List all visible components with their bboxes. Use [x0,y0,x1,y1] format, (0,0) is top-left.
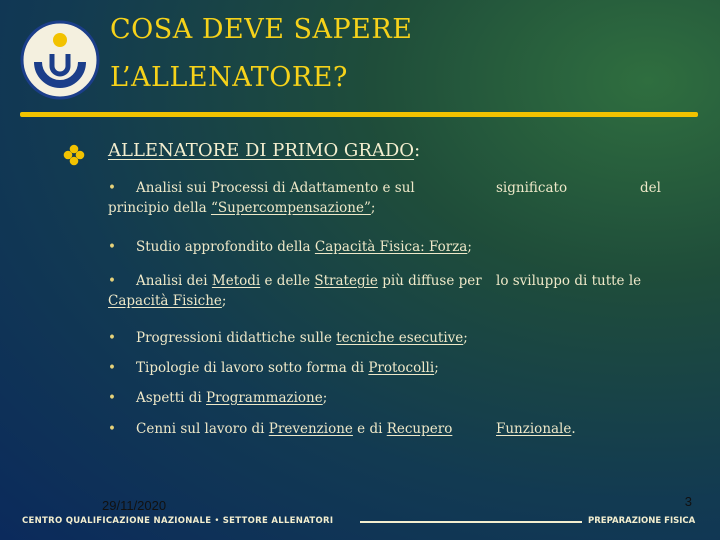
item-text: del [640,180,661,196]
title-line-2: L’ALLENATORE? [110,62,348,93]
item-text: ; [322,390,328,406]
metodi-link[interactable]: Metodi [211,273,261,289]
item-text: lo sviluppo di tutte le [496,273,642,289]
footer-org: CENTRO QUALIFICAZIONE NAZIONALE [22,516,212,526]
bullet-dot: • [108,390,116,406]
strategie-link[interactable]: Strategie [314,273,378,289]
slide-title [110,6,670,102]
funzionale-link[interactable]: Funzionale [496,421,572,437]
list-item [108,178,678,218]
heading-label: ALLENATORE DI PRIMO GRADO [108,140,415,161]
title-divider [20,112,698,117]
footer-right: PREPARAZIONE FISICA [588,516,696,526]
item-text: più diffuse per [377,273,482,289]
list-item [108,419,678,439]
item-text: ; [221,293,227,309]
section-heading [108,140,420,161]
bullet-dot: • [108,239,116,255]
protocolli-link[interactable]: Protocolli [368,360,435,376]
bullet-dot: • [108,180,116,196]
capacita-fisiche-link[interactable]: Capacità Fisiche [108,293,222,309]
bullet-dot: • [108,330,116,346]
page-number: 3 [684,494,692,509]
item-text: Analisi dei [136,273,212,289]
list-item [108,388,678,408]
item-text: Analisi sui Processi di Adattamento e sul [136,180,415,196]
list-item [108,328,678,348]
item-text: Cenni sul lavoro di [136,421,269,437]
item-text: ; [370,200,376,216]
list-item [108,237,678,257]
prevenzione-link[interactable]: Prevenzione [268,421,353,437]
heading-colon: : [414,140,421,161]
bullet-dot: • [108,360,116,376]
list-item [108,358,678,378]
item-text: e delle [260,273,315,289]
fipav-logo [12,14,104,106]
item-text: principio della [108,200,211,216]
bullet-dot: • [108,421,116,437]
item-text: Progressioni didattiche sulle [136,330,337,346]
heading-bullet [62,143,86,167]
item-text: ; [467,239,472,255]
item-text: ; [463,330,468,346]
footer-section: SETTORE ALLENATORI [222,516,334,526]
item-text: ; [434,360,439,376]
item-text: . [571,421,576,437]
footer-separator: • [211,516,223,526]
item-text: Tipologie di lavoro sotto forma di [136,360,369,376]
item-text-right [496,419,576,439]
diamond-bullet-icon [62,143,86,167]
item-text: Aspetti di [136,390,207,406]
item-text: e di [352,421,387,437]
recupero-link[interactable]: Recupero [386,421,453,437]
footer-divider [360,521,582,523]
title-line-1: COSA DEVE SAPERE [110,14,413,45]
footer-left [22,516,333,526]
capacita-forza-link[interactable]: Capacità Fisica: Forza [314,239,468,255]
item-text: Studio approfondito della [136,239,315,255]
slide-date: 29/11/2020 [102,498,167,513]
supercompensazione-link[interactable]: “Supercompensazione” [210,200,371,216]
bullet-dot: • [108,273,116,289]
tecniche-esecutive-link[interactable]: tecniche esecutive [336,330,464,346]
programmazione-link[interactable]: Programmazione [206,390,323,406]
item-text: significato [496,180,568,196]
list-item [108,271,678,311]
